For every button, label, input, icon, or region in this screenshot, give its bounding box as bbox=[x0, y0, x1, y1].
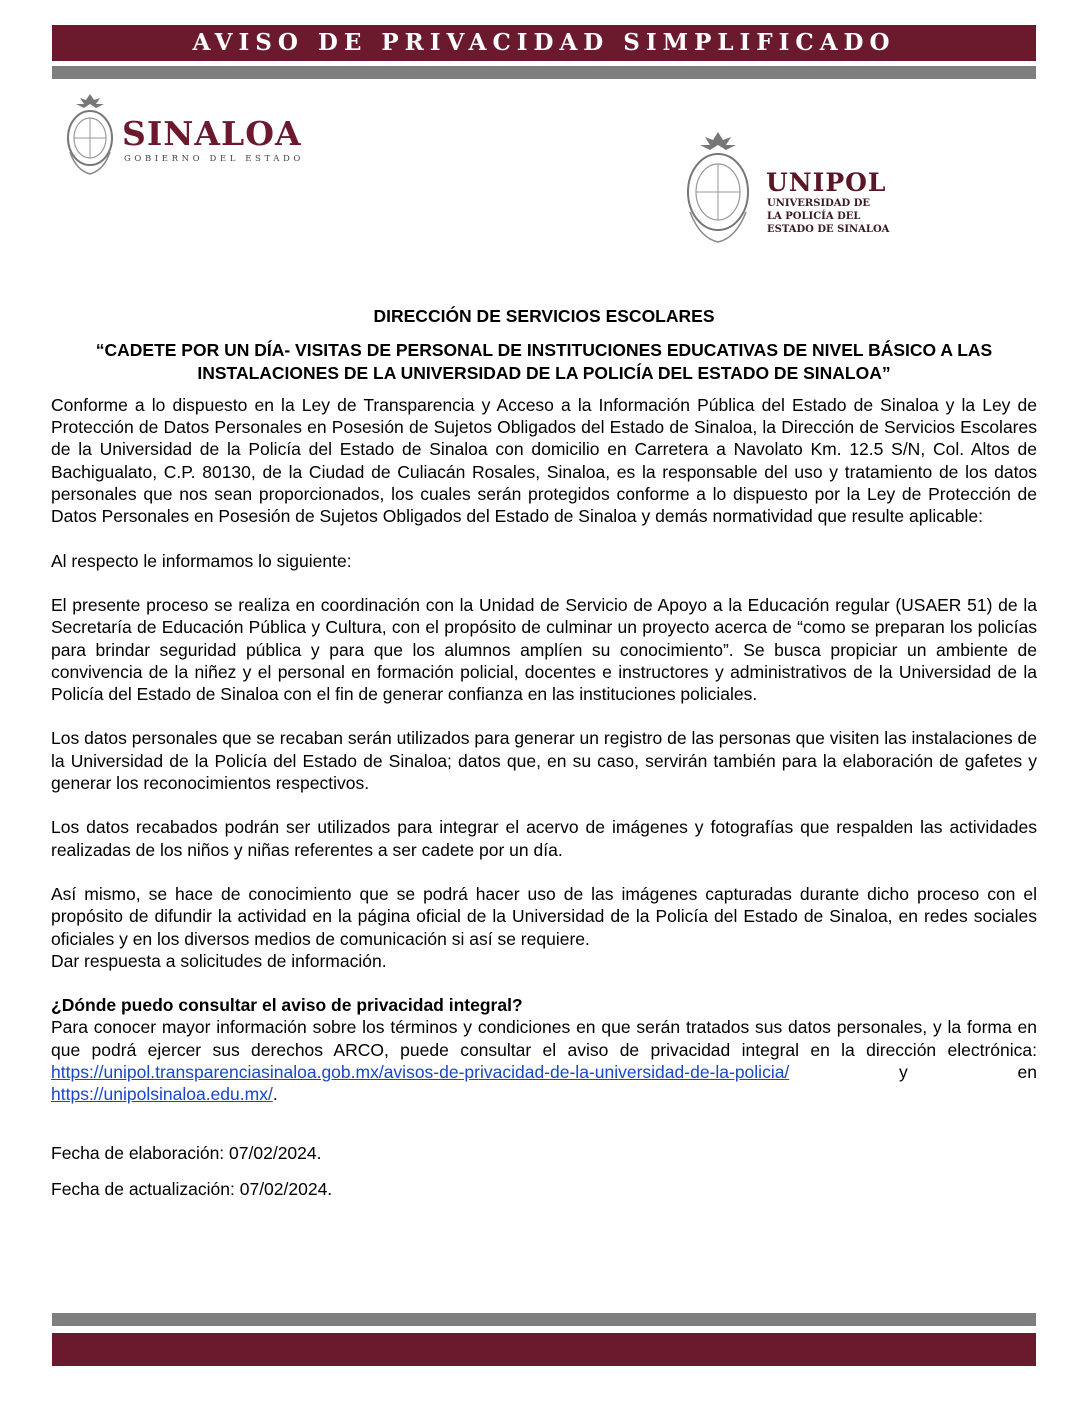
footer-banner bbox=[52, 1333, 1036, 1366]
diffusion-paragraph: Así mismo, se hace de conocimiento que se podrá hacer uso de las imágenes capturadas durante dicho proceso con el propósito de difundir la actividad en la página oficial de la Universidad de la Policía del Estado de Sinaloa, en redes sociales oficiales y en los diversos medios de comunicación si así se requiere. bbox=[51, 883, 1037, 949]
data-use-paragraph: Los datos personales que se recaban serán utilizados para generar un registro de las personas que visiten las instalaciones de la Universidad de la Policía del Estado de Sinaloa; datos que, en su caso, servirán también para la elaboración de gafetes y generar los reconocimientos respectivos. bbox=[51, 728, 1037, 794]
header-divider bbox=[52, 66, 1036, 79]
respect-paragraph: Al respecto le informamos lo siguiente: bbox=[51, 550, 352, 571]
footer-divider bbox=[52, 1313, 1036, 1326]
unipol-subtitle-line: ESTADO DE SINALOA bbox=[767, 224, 890, 235]
banner-title: AVISO DE PRIVACIDAD SIMPLIFICADO bbox=[192, 29, 896, 56]
update-date: Fecha de actualización: 07/02/2024. bbox=[51, 1178, 333, 1199]
sinaloa-logo-subtitle: GOBIERNO DEL ESTADO bbox=[124, 154, 304, 164]
images-paragraph: Los datos recabados podrán ser utilizados para integrar el acervo de imágenes y fotografías que respalden las actividades realizadas de los niños y niñas referentes a ser cadete por un día. bbox=[51, 817, 1037, 860]
unipol-coat-of-arms-icon bbox=[682, 130, 754, 246]
integral-notice-paragraph bbox=[51, 1016, 1037, 1105]
header-banner bbox=[52, 25, 1036, 61]
intro-paragraph: Conforme a lo dispuesto en la Ley de Transparencia y Acceso a la Información Pública del Estado de Sinaloa y la Ley de Protección de Datos Personales en Posesión de Sujetos Obligados del Estado de Sinaloa, la Dirección de Servicios Escolares de la Universidad de la Policía del Estado de Sinaloa con domicilio en Carretera a Navolato Km. 12.5 S/N, Col. Altos de Bachigualato, C.P. 80130, de la Ciudad de Culiacán Rosales, Sinaloa, es la responsable del uso y tratamiento de los datos personales que nos sean proporcionados, los cuales serán protegidos conforme a lo dispuesto por la Ley de Protección de Datos Personales en Posesión de Sujetos Obligados del Estado de Sinaloa y demás normatividad que resulte aplicable: bbox=[51, 394, 1037, 527]
unipol-website-link[interactable]: https://unipolsinaloa.edu.mx/ bbox=[51, 1084, 273, 1105]
link-end-text: . bbox=[272, 1084, 278, 1105]
document-body bbox=[51, 305, 1037, 1200]
transparency-link[interactable]: https://unipol.transparenciasinaloa.gob.mx/avisos-de-privacidad-de-la-universidad-de-la-policia/ bbox=[51, 1062, 790, 1083]
integral-notice-question: ¿Dónde puedo consultar el aviso de privacidad integral? bbox=[51, 995, 523, 1016]
unipol-logo bbox=[682, 130, 922, 250]
sinaloa-logo-name: SINALOA bbox=[122, 114, 302, 153]
info-requests-paragraph: Dar respuesta a solicitudes de información. bbox=[51, 950, 387, 971]
unipol-logo-subtitle bbox=[767, 197, 889, 236]
link-joiner-text: y en bbox=[789, 1062, 1037, 1083]
department-heading: DIRECCIÓN DE SERVICIOS ESCOLARES bbox=[373, 306, 715, 326]
integral-notice-text: Para conocer mayor información sobre los términos y condiciones en que serán tratados sus datos personales, y la forma en que podrá ejercer sus derechos ARCO, puede consultar el aviso de privacidad integral en la dirección electrónica: bbox=[51, 1017, 1037, 1060]
process-paragraph: El presente proceso se realiza en coordinación con la Unidad de Servicio de Apoyo a la Educación regular (USAER 51) de la Secretaría de Educación Pública y Cultura, con el propósito de culminar un proyecto acerca de “como se preparan los policías para brindar seguridad pública y para que los alumnos amplíen su conocimiento”. Se busca propiciar un ambiente de convivencia de la niñez y el personal en formación policial, docentes e instructores y administrativos de la Universidad de la Policía del Estado de Sinaloa con el fin de generar confianza en las instituciones policiales. bbox=[51, 594, 1037, 705]
sinaloa-coat-of-arms-icon bbox=[62, 92, 118, 178]
sinaloa-logo bbox=[62, 92, 312, 182]
unipol-logo-name: UNIPOL bbox=[766, 168, 887, 197]
elaboration-date: Fecha de elaboración: 07/02/2024. bbox=[51, 1142, 322, 1163]
document-title: “CADETE POR UN DÍA- VISITAS DE PERSONAL DE INSTITUCIONES EDUCATIVAS DE NIVEL BÁSICO A LAS INSTALACIONES DE LA UNIVERSIDAD DE LA POLICÍA DEL ESTADO DE SINALOA” bbox=[95, 340, 993, 383]
unipol-subtitle-line: UNIVERSIDAD DE bbox=[767, 198, 871, 209]
unipol-subtitle-line: LA POLICÍA DEL bbox=[767, 211, 861, 222]
